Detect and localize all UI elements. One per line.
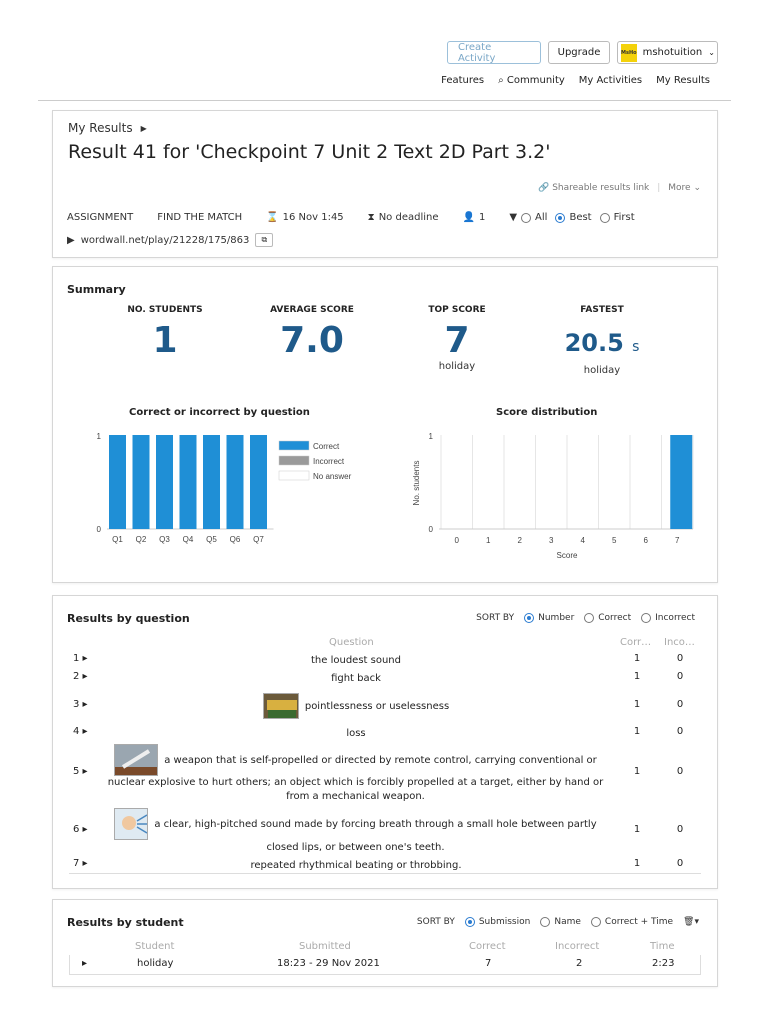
sort-incorrect-option[interactable]: [641, 613, 695, 623]
x-tick-label: 2: [517, 536, 522, 545]
question-number: 6 ▸: [73, 824, 88, 835]
col-time-header[interactable]: Time: [650, 941, 675, 952]
question-row[interactable]: [69, 808, 701, 856]
more-label: More: [668, 183, 691, 193]
bar-correct: [250, 435, 267, 529]
question-row[interactable]: [69, 691, 701, 721]
sort-name-radio[interactable]: [540, 917, 550, 927]
question-number: 7 ▸: [73, 858, 88, 869]
stat-top-score: [407, 305, 507, 372]
y-tick-label: 0: [96, 525, 101, 534]
question-number-value: 7: [73, 858, 80, 869]
y-tick-label: 1: [96, 432, 101, 441]
sort-number-label: Number: [538, 613, 575, 623]
question-content: [111, 693, 601, 719]
student-name: holiday: [137, 958, 174, 969]
nav-features[interactable]: Features: [441, 75, 485, 86]
x-tick-label: 0: [454, 536, 459, 545]
x-tick-label: 1: [486, 536, 491, 545]
col-incorrect-header[interactable]: Inco…: [664, 637, 695, 648]
question-number-value: 1: [73, 653, 80, 664]
filter-group: [509, 212, 634, 223]
question-number: 4 ▸: [73, 726, 88, 737]
results-by-question-title: Results by question: [67, 612, 190, 625]
question-number: 5 ▸: [73, 766, 88, 777]
header-divider: [38, 100, 731, 101]
legend-swatch: [279, 441, 309, 450]
filter-icon: ▼: [509, 212, 518, 223]
question-row[interactable]: [69, 653, 701, 669]
x-tick-label: Q6: [229, 535, 241, 544]
x-tick-label: Q7: [253, 535, 264, 544]
question-row[interactable]: [69, 671, 701, 687]
legend-label: Incorrect: [313, 457, 345, 466]
question-incorrect: 0: [676, 858, 684, 869]
stat-top-student: holiday: [438, 361, 476, 372]
question-number-value: 2: [73, 671, 80, 682]
deadline: [368, 212, 439, 223]
question-correct: 1: [633, 766, 641, 777]
caret-right-icon: ▶: [140, 123, 147, 133]
legend-label: Correct: [313, 442, 340, 451]
stat-fastest: [552, 305, 652, 376]
breadcrumb-my-results[interactable]: My Results: [68, 121, 133, 135]
sort-incorrect-label: Incorrect: [655, 613, 695, 623]
user-menu[interactable]: [617, 41, 718, 64]
share-bar: [538, 183, 701, 193]
sort-correct-time-label: Correct + Time: [604, 917, 674, 927]
hourglass-empty-icon: ⧗: [367, 212, 375, 223]
student-submitted: 18:23 - 29 Nov 2021: [277, 958, 380, 969]
y-tick-label: 0: [428, 525, 433, 534]
col-submitted-header[interactable]: Submitted: [299, 941, 351, 952]
student-sort-bar: [417, 917, 699, 927]
question-number: 2 ▸: [73, 671, 88, 682]
main-nav: [441, 75, 710, 86]
nav-community[interactable]: [498, 75, 565, 86]
sort-correct-label: Correct: [598, 613, 632, 623]
question-content: [103, 808, 608, 855]
participant-count-value: 1: [478, 212, 486, 223]
nav-my-activities[interactable]: My Activities: [578, 75, 643, 86]
question-sort-bar: [476, 613, 695, 623]
legend-swatch: [279, 471, 309, 480]
sort-incorrect-radio[interactable]: [641, 613, 651, 623]
breadcrumb: [68, 121, 147, 135]
col-question-header[interactable]: Question: [329, 637, 374, 648]
trash-icon[interactable]: 🗑▾: [683, 917, 699, 927]
stat-students-label: NO. STUDENTS: [127, 305, 203, 315]
link-icon: 🔗: [538, 183, 550, 193]
expand-row-icon[interactable]: ▸: [82, 958, 88, 969]
start-date: [266, 212, 344, 223]
question-number-value: 6: [73, 824, 80, 835]
question-incorrect: 0: [676, 824, 684, 835]
x-tick-label: 6: [643, 536, 648, 545]
bar-correct: [133, 435, 150, 529]
stat-fastest-label: FASTEST: [580, 305, 624, 315]
question-text: a clear, high-pitched sound made by forcing breath through a small hole between partly closed lips, or between one's teeth.: [154, 819, 597, 853]
question-number-value: 5: [73, 766, 80, 777]
filter-first-label: First: [613, 212, 635, 223]
separator: |: [657, 183, 661, 193]
upgrade-button[interactable]: Upgrade: [548, 41, 610, 64]
x-tick-label: Q5: [206, 535, 217, 544]
sort-correct-radio[interactable]: [584, 613, 594, 623]
legend-label: No answer: [313, 472, 352, 481]
stat-students: [115, 305, 215, 361]
bar-correct: [180, 435, 197, 529]
sort-submission-radio[interactable]: [465, 917, 475, 927]
assignment-label: ASSIGNMENT: [67, 212, 134, 223]
avatar: MsHo: [621, 44, 637, 62]
stat-average-value: 7.0: [280, 320, 344, 361]
username: mshotuition: [642, 47, 703, 58]
sort-name-label: Name: [554, 917, 581, 927]
question-number: 1 ▸: [73, 653, 88, 664]
more-menu[interactable]: More ⌄: [668, 183, 701, 193]
play-icon: ▶: [67, 234, 75, 246]
bar-correct: [156, 435, 173, 529]
create-activity-button[interactable]: Create Activity: [447, 41, 541, 64]
play-url: [67, 233, 273, 247]
filter-all-label: All: [535, 212, 548, 223]
question-image: [114, 808, 148, 840]
sort-submission-label: Submission: [478, 917, 531, 927]
question-row[interactable]: [69, 726, 701, 742]
student-row[interactable]: [69, 955, 701, 975]
x-tick-label: Q3: [159, 535, 170, 544]
page-title: Result 41 for 'Checkpoint 7 Unit 2 Text 2D Part 3.2': [68, 141, 551, 163]
y-tick-label: 1: [428, 432, 433, 441]
nav-my-results[interactable]: My Results: [656, 75, 710, 86]
user-icon: 👤: [462, 212, 475, 223]
question-number: 3 ▸: [73, 699, 88, 710]
legend-swatch: [279, 456, 309, 465]
question-correct: 1: [633, 726, 641, 737]
x-tick-label: 5: [612, 536, 617, 545]
question-image: [263, 693, 299, 719]
question-number-value: 4: [73, 726, 80, 737]
nav-community-label: Community: [506, 75, 565, 86]
sort-name-option[interactable]: [540, 917, 581, 927]
question-text: fight back: [331, 673, 381, 684]
question-incorrect: 0: [676, 653, 684, 664]
stat-fastest-value: [552, 325, 652, 365]
correct-incorrect-chart: [73, 423, 373, 551]
summary-card: [52, 266, 718, 583]
search-icon: ⌕: [498, 75, 504, 86]
bar-score: [670, 435, 692, 529]
play-url-text[interactable]: wordwall.net/play/21228/175/863: [80, 234, 250, 246]
x-tick-label: Q4: [182, 535, 194, 544]
filter-all-radio[interactable]: [521, 213, 531, 223]
filter-best-label: Best: [569, 212, 592, 223]
col-student-header[interactable]: Student: [135, 941, 175, 952]
chevron-down-icon: ⌄: [708, 48, 715, 57]
question-text: a weapon that is self-propelled or directed by remote control, carrying conventional or nuclear explosive to hurt others; an object which is forcibly propelled at a target, either by hand or from a mechanical weapon.: [107, 755, 604, 802]
summary-title: Summary: [67, 283, 126, 296]
sort-correct-time-radio[interactable]: [591, 917, 601, 927]
result-meta: [67, 212, 635, 223]
chart1-title: Correct or incorrect by question: [129, 407, 310, 418]
question-incorrect: 0: [676, 726, 684, 737]
col-correct-header[interactable]: Correct: [469, 941, 506, 952]
template-label: FIND THE MATCH: [157, 212, 243, 223]
question-text: repeated rhythmical beating or throbbing.: [250, 860, 462, 871]
question-correct: 1: [633, 699, 641, 710]
x-tick-label: Q2: [135, 535, 147, 544]
stat-top-label: TOP SCORE: [428, 305, 486, 315]
stat-top-value: 7: [444, 320, 470, 361]
question-content: [103, 744, 608, 804]
result-header-card: [52, 110, 718, 258]
results-by-student-card: [52, 899, 718, 987]
results-by-question-card: [52, 595, 718, 889]
question-correct: 1: [633, 653, 641, 664]
question-incorrect: 0: [676, 671, 684, 682]
question-row[interactable]: [69, 744, 701, 806]
student-incorrect: 2: [576, 958, 583, 969]
x-tick-label: Q1: [112, 535, 123, 544]
stat-average: [262, 305, 362, 361]
question-correct: 1: [633, 858, 641, 869]
question-row[interactable]: [69, 858, 701, 874]
filter-first-radio[interactable]: [600, 213, 610, 223]
chart2-title: Score distribution: [496, 407, 598, 418]
question-incorrect: 0: [676, 699, 684, 710]
sort-submission-option[interactable]: [465, 917, 531, 927]
bar-correct: [109, 435, 126, 529]
question-text: pointlessness or uselessness: [304, 701, 450, 712]
question-text: the loudest sound: [311, 655, 401, 666]
sort-correct-time-option[interactable]: [591, 917, 673, 927]
copy-icon[interactable]: ⧉: [255, 233, 273, 247]
hourglass-icon: ⌛: [266, 212, 279, 223]
question-incorrect: 0: [676, 766, 684, 777]
question-text: loss: [346, 728, 366, 739]
deadline-value: No deadline: [378, 212, 439, 223]
x-axis-label: Score: [556, 551, 578, 560]
student-time: 2:23: [652, 958, 675, 969]
sort-correct-option[interactable]: [584, 613, 631, 623]
fastest-unit: s: [632, 339, 640, 355]
sort-by-label: SORT BY: [416, 917, 455, 927]
sort-by-label: SORT BY: [476, 613, 515, 623]
stat-average-label: AVERAGE SCORE: [270, 305, 354, 315]
stat-students-value: 1: [152, 320, 178, 361]
shareable-link-label: Shareable results link: [552, 183, 650, 193]
bar-correct: [203, 435, 220, 529]
participant-count: [463, 212, 486, 223]
col-incorrect-header[interactable]: Incorrect: [555, 941, 600, 952]
start-date-value: 16 Nov 1:45: [282, 212, 344, 223]
shareable-link[interactable]: [538, 183, 649, 193]
bar-correct: [227, 435, 244, 529]
question-image: [114, 744, 158, 776]
col-correct-header[interactable]: Corr…: [620, 637, 652, 648]
student-correct: 7: [485, 958, 492, 969]
stat-fastest-student: holiday: [583, 365, 621, 376]
sort-number-option[interactable]: [524, 613, 574, 623]
top-toolbar: [447, 41, 718, 64]
results-by-student-title: Results by student: [67, 916, 184, 929]
question-number-value: 3: [73, 699, 80, 710]
question-correct: 1: [633, 824, 641, 835]
sort-number-radio[interactable]: [524, 613, 534, 623]
x-tick-label: 3: [549, 536, 554, 545]
filter-best-radio[interactable]: [555, 213, 565, 223]
fastest-number: 20.5: [564, 329, 624, 357]
x-tick-label: 7: [675, 536, 680, 545]
x-tick-label: 4: [580, 536, 585, 545]
y-axis-label: No. students: [412, 460, 421, 506]
question-correct: 1: [633, 671, 641, 682]
score-distribution-chart: [401, 423, 701, 563]
